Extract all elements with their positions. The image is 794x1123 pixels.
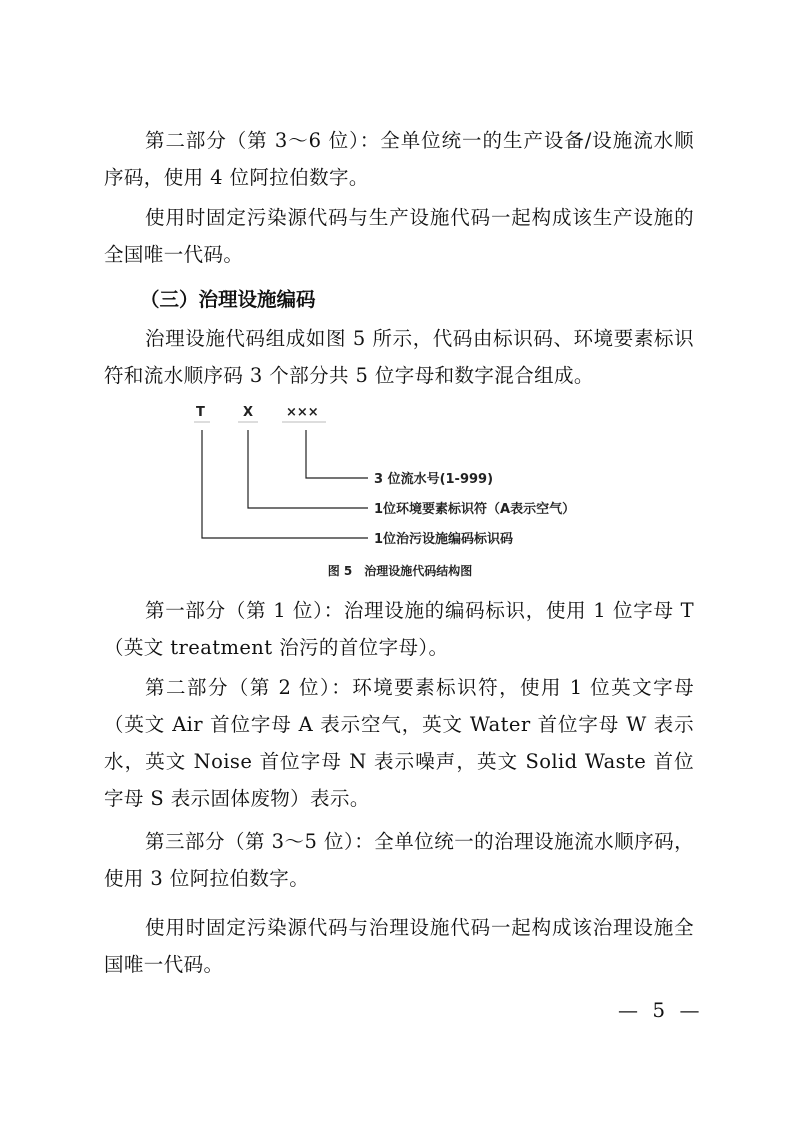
code-structure-diagram	[190, 398, 620, 558]
paragraph-treatment-part-one: 第一部分（第 1 位）：治理设施的编码标识，使用 1 位字母 T（英文 treatment 治污的首位字母）。	[104, 599, 694, 659]
figure-caption: 图 5 治理设施代码结构图	[327, 564, 473, 578]
paragraph-production-part-two: 第二部分（第 3～6 位）：全单位统一的生产设备/设施流水顺序码，使用 4 位阿拉伯数字。	[104, 129, 694, 189]
section-heading-treatment-coding: （三）治理设施编码	[140, 288, 316, 311]
code-char-x: X	[243, 405, 254, 420]
code-char-t: T	[196, 405, 205, 420]
code-chars-xxx: ×××	[286, 405, 319, 420]
connector-serial	[306, 430, 368, 478]
paragraph-production-code-usage: 使用时固定污染源代码与生产设施代码一起构成该生产设施的全国唯一代码。	[104, 206, 694, 266]
page-number: — 5 —	[618, 998, 704, 1022]
paragraph-treatment-code-composition: 治理设施代码组成如图 5 所示，代码由标识码、环境要素标识符和流水顺序码 3 个部分共 5 位字母和数字混合组成。	[104, 327, 694, 387]
connector-treat	[202, 430, 368, 538]
label-serial-number: 3 位流水号(1-999)	[374, 472, 494, 487]
label-env-identifier: 1位环境要素标识符（A表示空气）	[374, 502, 576, 517]
paragraph-treatment-part-two: 第二部分（第 2 位）：环境要素标识符，使用 1 位英文字母（英文 Air 首位字母 A 表示空气，英文 Water 首位字母 W 表示水，英文 Noise 首位字母 N 表示噪声，英文 Solid Waste 首位字母 S 表示固体废物）表示。	[104, 676, 694, 810]
connector-env	[248, 430, 368, 508]
label-treatment-identifier: 1位治污设施编码标识码	[374, 532, 514, 547]
paragraph-treatment-code-usage: 使用时固定污染源代码与治理设施代码一起构成该治理设施全国唯一代码。	[104, 916, 694, 976]
figure-treatment-code-structure	[190, 398, 620, 578]
paragraph-treatment-part-three: 第三部分（第 3～5 位）：全单位统一的治理设施流水顺序码，使用 3 位阿拉伯数字。	[104, 830, 694, 890]
